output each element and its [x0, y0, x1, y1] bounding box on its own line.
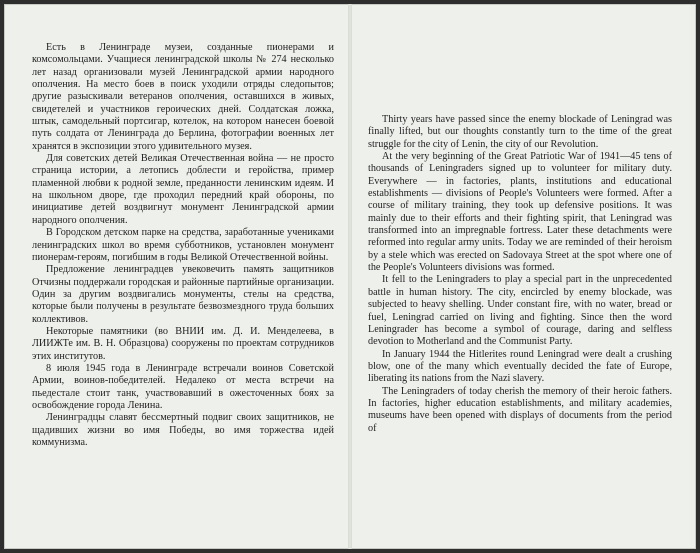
left-page-russian-text	[32, 42, 334, 449]
paragraph: Для советских детей Великая Отечественная война — не просто страница истории, а летопись доблести и геройства, пример пламенной любви к родной земле, преданности ленинским идеям. И на школьном дворе, где проходил передний край обороны, по инициативе детей воздвигнут монумент Ленинградской армии народного ополчения.	[32, 153, 334, 226]
paragraph: Есть в Ленинграде музеи, созданные пионерами и комсомольцами. Учащиеся ленинградской школы № 274 несколько лет назад организовали музей Ленинградской армии народного ополчения. На место боев в поиск уходили отряды следопытов; другие разыскивали ветеранов ополчения, оставшихся в живых, свидетелей и участников героических дней. Солдатская ложка, штык, самодельный портсигар, котелок, на котором нанесен боевой путь солдата от Ленинграда до Берлина, фотографии военных лет хранятся в экспозиции этого удивительного музея.	[32, 42, 334, 152]
paragraph: The Leningraders of today cherish the memory of their heroic fathers. In factories, higher education establishments, and military academies, museums have been opened with displays of documents from the period of	[368, 385, 672, 434]
paragraph: 8 июля 1945 года в Ленинграде встречали воинов Советской Армии, воинов-победителей. Недалеко от места встречи на пьедестале стоит танк, участвовавший в ожесточенных боях за освобождение города Ленина.	[32, 362, 334, 411]
booklet-spread	[4, 4, 696, 549]
paragraph: В Городском детском парке на средства, заработанные учениками ленинградских школ во время субботников, установлен монумент пионерам-героям, погибшим в годы Великой Отечественной войны.	[32, 227, 334, 263]
paragraph: It fell to the Leningraders to play a special part in the unprecedented battle in human history. The city, encircled by enemy blockade, was subjected to heavy shelling. Under constant fire, with no water, bread or fuel, Leningrad carried on living and fighting. Since then the word Leningrader has become a symbol of courage, daring and selfless devotion to Motherland and the Communist Party.	[368, 274, 672, 348]
paragraph: Предложение ленинградцев увековечить память защитников Отчизны поддержали городская и районные партийные организации. Один за другим воздвигались монументы, стелы на средства, которые были получены в результате безвозмездного труда больших коллективов.	[32, 264, 334, 325]
page-fold	[348, 4, 352, 549]
paragraph: Thirty years have passed since the enemy blockade of Leningrad was finally lifted, but our thoughts constantly turn to the time of the great struggle for the city of Lenin, the city of our Revolution.	[368, 114, 672, 150]
paragraph: At the very beginning of the Great Patriotic War of 1941—45 tens of thousands of Leningraders signed up to volunteer for military duty. Everywhere — in factories, plants, institutions and educational establishments — divisions of People's Volunteers were formed. After a course of military training, they took up defensive positions. It was mainly due to their efforts and their fighting spirit, that Leningrad was transformed into an impregnable fortress. Later these detachments were reformed into regular army units. Today we are reminded of their heroism by a stele which was erected on Sadovaya Street at the spot where one of the People's Volunteers divisions was formed.	[368, 151, 672, 274]
paragraph: Некоторые памятники (во ВНИИ им. Д. И. Менделеева, в ЛИИЖТе им. В. Н. Образцова) сооружены по проектам сотрудников этих институтов.	[32, 325, 334, 362]
paragraph: In January 1944 the Hitlerites round Leningrad were dealt a crushing blow, one of the many which eventually decided the fate of Europe, liberating its nations from the Nazi slavery.	[368, 348, 672, 385]
paragraph: Ленинградцы славят бессмертный подвиг своих защитников, не щадивших жизни во имя Победы, во имя торжества идей коммунизма.	[32, 412, 334, 448]
right-page-english-text	[368, 114, 672, 435]
